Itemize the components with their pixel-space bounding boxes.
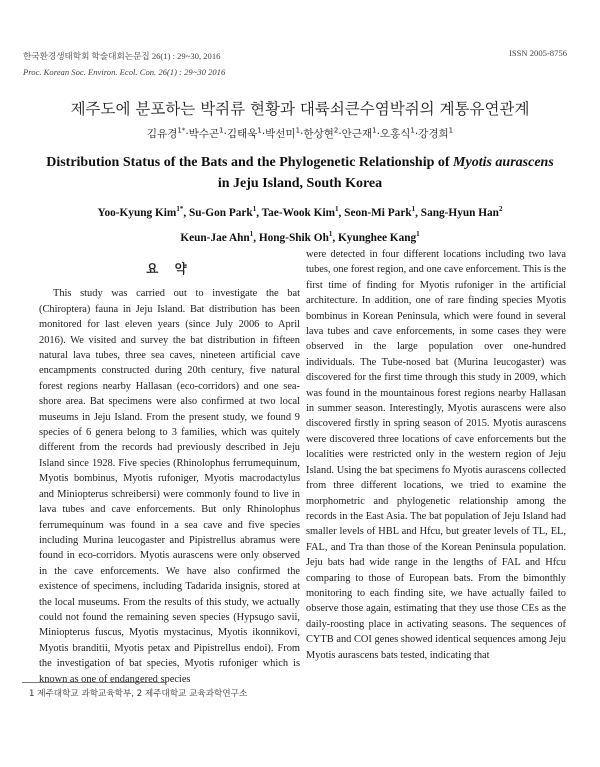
author xyxy=(338,229,420,244)
journal-citation-ko: 한국환경생태학회 학술대회논문집 26(1) : 29~30, 2016 xyxy=(23,51,221,61)
author-affiliation-marker: 2 xyxy=(333,126,339,135)
title-english xyxy=(0,152,600,194)
author xyxy=(258,229,333,244)
abstract-text-right: were detected in four different locations including two lava tubes, one forest region, and one cave enforcement. This is the first time of finding for Myotis rufoniger in the artificial architecture. In addition, one of rare finding species Myotis bombinus in Korean Peninsula, which were found in several lava tubes and cave enforcements, in some cases they were observed in the large population over one-hundred individuals. The Tube-nosed bat (Murina leucogaster) was discovered for the first time through this study in 2009, which was found in the mountainous forest regions nearby Hallasan in summer season. Interestingly, Myotis aurascens were also discovered firstly in spring season of 2015. Myotis aurascens were discovered three locations of cave enforcements but the localities were restricted only in the western region of Jeju Island. Using the bat specimens fo Myotis aurascens collected from three different locations, we tried to examine the morphometric and phylogenetic relationship among the records in the East Asia. The bat population of Jeju Island had smaller levels of HBL and Hfcu, but greater levels of TL, EL, FAL, and Tra than those of the Korean Peninsula population. Jeju bats had wide range in the lengths of FAL and Hfcu comparing to those of European bats. From the bimonthly monitoring to each finding site, we have actually failed to observe those again, estimating that they use those CEs as the daily-roosting place in activating seasons. The sequences of CYTB and COI genes showed identical sequences among Jeju Myotis aurascens bats tested, indicating that xyxy=(306,249,566,661)
author-affiliation-marker: 1 xyxy=(411,205,416,213)
author-affiliation-marker: 1 xyxy=(416,229,420,238)
author-affiliation-marker: 1 xyxy=(328,229,333,238)
author-separator: , xyxy=(253,231,259,244)
author-name: 안근재 xyxy=(341,128,373,140)
author-separator: · xyxy=(223,128,227,140)
author-affiliation-marker: 1 xyxy=(295,126,301,135)
author-name: 강경희 xyxy=(418,128,449,140)
author xyxy=(418,128,453,140)
author-affiliation-marker: 2 xyxy=(498,205,503,213)
author-separator: · xyxy=(300,128,304,140)
author-affiliation-marker: 1 xyxy=(372,126,377,135)
abstract-heading: 요 약 xyxy=(146,261,193,276)
author xyxy=(227,128,262,140)
author-affiliation-marker: 1 xyxy=(252,205,257,213)
author-separator: , xyxy=(415,206,421,219)
author-separator: · xyxy=(376,128,380,140)
author xyxy=(180,229,254,244)
author-name: Seon-Mi Park xyxy=(344,206,412,219)
author-separator: , xyxy=(256,206,262,219)
title-korean: 제주도에 분포하는 박쥐류 현황과 대륙쇠큰수염박쥐의 계통유연관계 xyxy=(70,100,530,118)
author-separator: · xyxy=(185,128,189,140)
issn: ISSN 2005-8756 xyxy=(508,48,567,58)
author xyxy=(421,207,503,219)
author-name: Tae-Wook Kim xyxy=(261,206,335,219)
abstract-left-column xyxy=(39,245,300,687)
author xyxy=(189,128,224,140)
author-name: 박수곤 xyxy=(188,128,220,140)
author xyxy=(147,128,185,140)
abstract-right-column xyxy=(306,247,566,663)
author xyxy=(98,207,184,219)
author-separator: , xyxy=(338,206,345,219)
footnote-rule xyxy=(22,682,167,683)
author xyxy=(380,128,415,140)
author-name: 오홍식 xyxy=(379,128,411,140)
author-name: 김유경 xyxy=(146,128,178,140)
author-name: Su-Gon Park xyxy=(188,206,253,219)
author-separator: · xyxy=(414,128,419,140)
abstract-text-left: This study was carried out to investigate the bat (Chiroptera) fauna in Jeju Island. Bat distribution has been monitored for last eleven years (since July 2006 to April 2016). We visited and survey the bat distribution in fifteen natural lava tubes, three sea caves, nineteen artificial cave encampments constructed during 20th century, five natural forest regions nearby Hallasan (eco-corridors) and one sea-shore area. Bat specimens were also confirmed at two local museums in Jeju Island. From the present study, we found 9 species of 6 genera belong to 3 families, which was quitely different from the records had previously described in Jeju Island since 1928. Five species (Rhinolophus ferrumequinum, Myotis bombinus, Myotis rufoniger, Myotis macrodactylus and Miniopterus schreibersi) were commonly found to live in lava tubes and cave enforcements. But only Rhinolophus ferrumequinum was found in a sea cave and five species including Murina leucogaster and Pipistrellus abramus were found in eco-corridors. Myotis aurascens were only observed in the cave enforcements. We have also confirmed the existence of specimens, including Tadarida insignis, stored at the local museums. From the results of this study, we actually could not found the remaining seven species (Hypsugo savii, Miniopterus fuscus, Myotis mystacinus, Myotis ikonnikovi, Myotis branditii, Myotis petax and Pipistrellus endoi). From the investigation of bat species, Myotis rufoniger which is known as one of endangered species xyxy=(39,288,300,685)
author-affiliation-marker: 1* xyxy=(177,126,186,135)
author-name: 김태욱 xyxy=(226,128,258,140)
author xyxy=(342,128,377,140)
footnote: 1 제주대학교 과학교육학부, 2 제주대학교 교육과학연구소 xyxy=(29,689,248,699)
author-separator: · xyxy=(261,128,266,140)
authors-english xyxy=(0,199,600,249)
author-separator: , xyxy=(183,206,189,219)
author xyxy=(265,128,300,140)
author-name: 박선미 xyxy=(265,128,296,140)
author xyxy=(303,128,338,140)
title-english-part1: Distribution Status of the Bats and the Phylogenetic Relationship of xyxy=(46,155,454,170)
authors-english-line1 xyxy=(0,199,600,224)
author-name: Kyunghee Kang xyxy=(338,231,417,244)
author-affiliation-marker: 1* xyxy=(176,205,184,213)
author-name: Sang-Hyun Han xyxy=(420,206,499,219)
author-name: Yoo-Kyung Kim xyxy=(97,206,177,219)
author-affiliation-marker: 1 xyxy=(249,229,254,238)
author-name: Hong-Shik Oh xyxy=(258,231,329,244)
author-affiliation-marker: 1 xyxy=(219,126,224,135)
author-affiliation-marker: 1 xyxy=(448,126,454,135)
author-affiliation-marker: 1 xyxy=(257,126,262,135)
author-separator: , xyxy=(332,231,339,244)
author xyxy=(344,207,415,219)
journal-citation-en: Proc. Korean Soc. Environ. Ecol. Con. 26(1) : 29~30 2016 xyxy=(23,67,226,77)
author-affiliation-marker: 1 xyxy=(335,205,339,213)
author-separator: · xyxy=(338,128,342,140)
title-english-part2: in Jeju Island, South Korea xyxy=(217,176,383,191)
authors-korean xyxy=(0,126,600,141)
author-name: 한상현 xyxy=(303,128,334,140)
author-affiliation-marker: 1 xyxy=(410,126,415,135)
author xyxy=(262,207,339,219)
author xyxy=(189,207,256,219)
title-english-species: Myotis aurascens xyxy=(453,155,554,170)
journal-header xyxy=(23,48,225,80)
author-name: Keun-Jae Ahn xyxy=(180,231,250,244)
